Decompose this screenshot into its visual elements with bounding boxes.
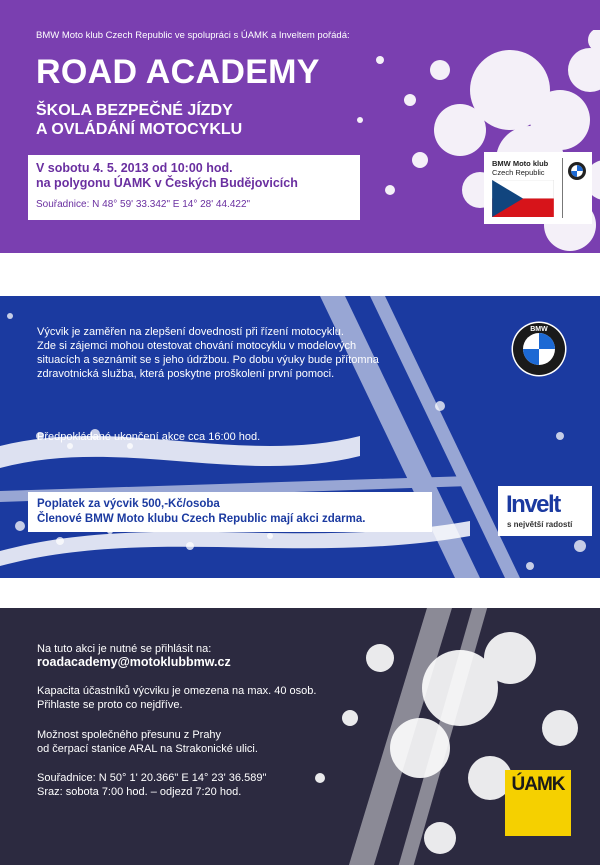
description-line-3: situacích a seznámit se s jeho údržbou. Po dobu výuky bude přítomna	[37, 354, 379, 366]
bmw-logo-letters: BMW	[530, 326, 548, 333]
event-date: V sobotu 4. 5. 2013 od 10:00 hod.	[36, 161, 233, 175]
description-line-2: Zde si zájemci mohou otestovat chování motocyklu v modelových	[37, 340, 357, 352]
description-line-4: zdravotnická služba, která poskytne proškolení první pomoci.	[37, 368, 335, 380]
end-time-note: Předpokládané ukončení akce cca 16:00 hod.	[37, 431, 261, 443]
invelt-logo-box	[498, 486, 592, 536]
moto-club-label	[492, 159, 548, 177]
bmw-roundel-small-icon	[568, 162, 586, 180]
transfer-line-1: Možnost společného přesunu z Prahy	[37, 729, 222, 741]
meeting-coordinates: Souřadnice: N 50° 1' 20.366" E 14° 23' 36.589"	[37, 772, 267, 784]
transfer-note	[37, 728, 337, 756]
moto-club-country: Czech Republic	[492, 168, 545, 177]
fee-price: Poplatek za výcvik 500,-Kč/osoba	[37, 498, 220, 510]
subtitle-line-1: ŠKOLA BEZPEČNÉ JÍZDY	[36, 102, 233, 119]
registration-email: roadacademy@motoklubbmw.cz	[37, 655, 231, 669]
subtitle-line-2: A OVLÁDÁNÍ MOTOCYKLU	[36, 121, 243, 138]
czech-flag-icon	[492, 180, 554, 217]
event-info-box	[28, 155, 360, 220]
moto-club-logo-box	[484, 152, 592, 224]
organizer-line: BMW Moto klub Czech Republic ve spolupráci s ÚAMK a Inveltem pořádá:	[36, 30, 350, 41]
invelt-tagline: s největší radostí	[507, 520, 573, 529]
event-title: ROAD ACADEMY	[36, 53, 320, 91]
registration-section	[0, 608, 600, 865]
bmw-logo-icon	[511, 321, 567, 377]
members-free-note: Členové BMW Moto klubu Czech Republic mají akci zdarma.	[37, 513, 366, 525]
capacity-line-1: Kapacita účastníků výcviku je omezena na max. 40 osob.	[37, 685, 317, 697]
moto-club-name: BMW Moto klub	[492, 159, 549, 168]
capacity-line-2: Přihlaste se proto co nejdříve.	[37, 699, 183, 711]
event-place: na polygonu ÚAMK v Českých Budějovicích	[36, 176, 298, 190]
logo-divider	[562, 158, 563, 218]
section-spacer-2	[0, 578, 600, 608]
uamk-logo-text: ÚAMK	[511, 774, 565, 795]
description-line-1: Výcvik je zaměřen na zlepšení dovedností při řízení motocyklu.	[37, 326, 344, 338]
transfer-line-2: od čerpací stanice ARAL na Strakonické ulici.	[37, 743, 258, 755]
section-spacer	[0, 253, 600, 296]
uamk-logo	[505, 770, 571, 836]
capacity-note	[37, 684, 337, 712]
event-coordinates: Souřadnice: N 48° 59' 33.342" E 14° 28' 44.422"	[36, 199, 251, 210]
course-info-section	[0, 296, 600, 578]
invelt-logo: Invelt	[506, 491, 560, 518]
event-subtitle	[36, 101, 242, 139]
meeting-info	[37, 771, 337, 799]
fee-info-box	[28, 492, 432, 532]
meeting-time: Sraz: sobota 7:00 hod. – odjezd 7:20 hod.	[37, 786, 242, 798]
course-description	[37, 325, 437, 381]
header-section	[0, 0, 600, 253]
signup-instruction: Na tuto akci je nutné se přihlásit na:	[37, 643, 212, 655]
